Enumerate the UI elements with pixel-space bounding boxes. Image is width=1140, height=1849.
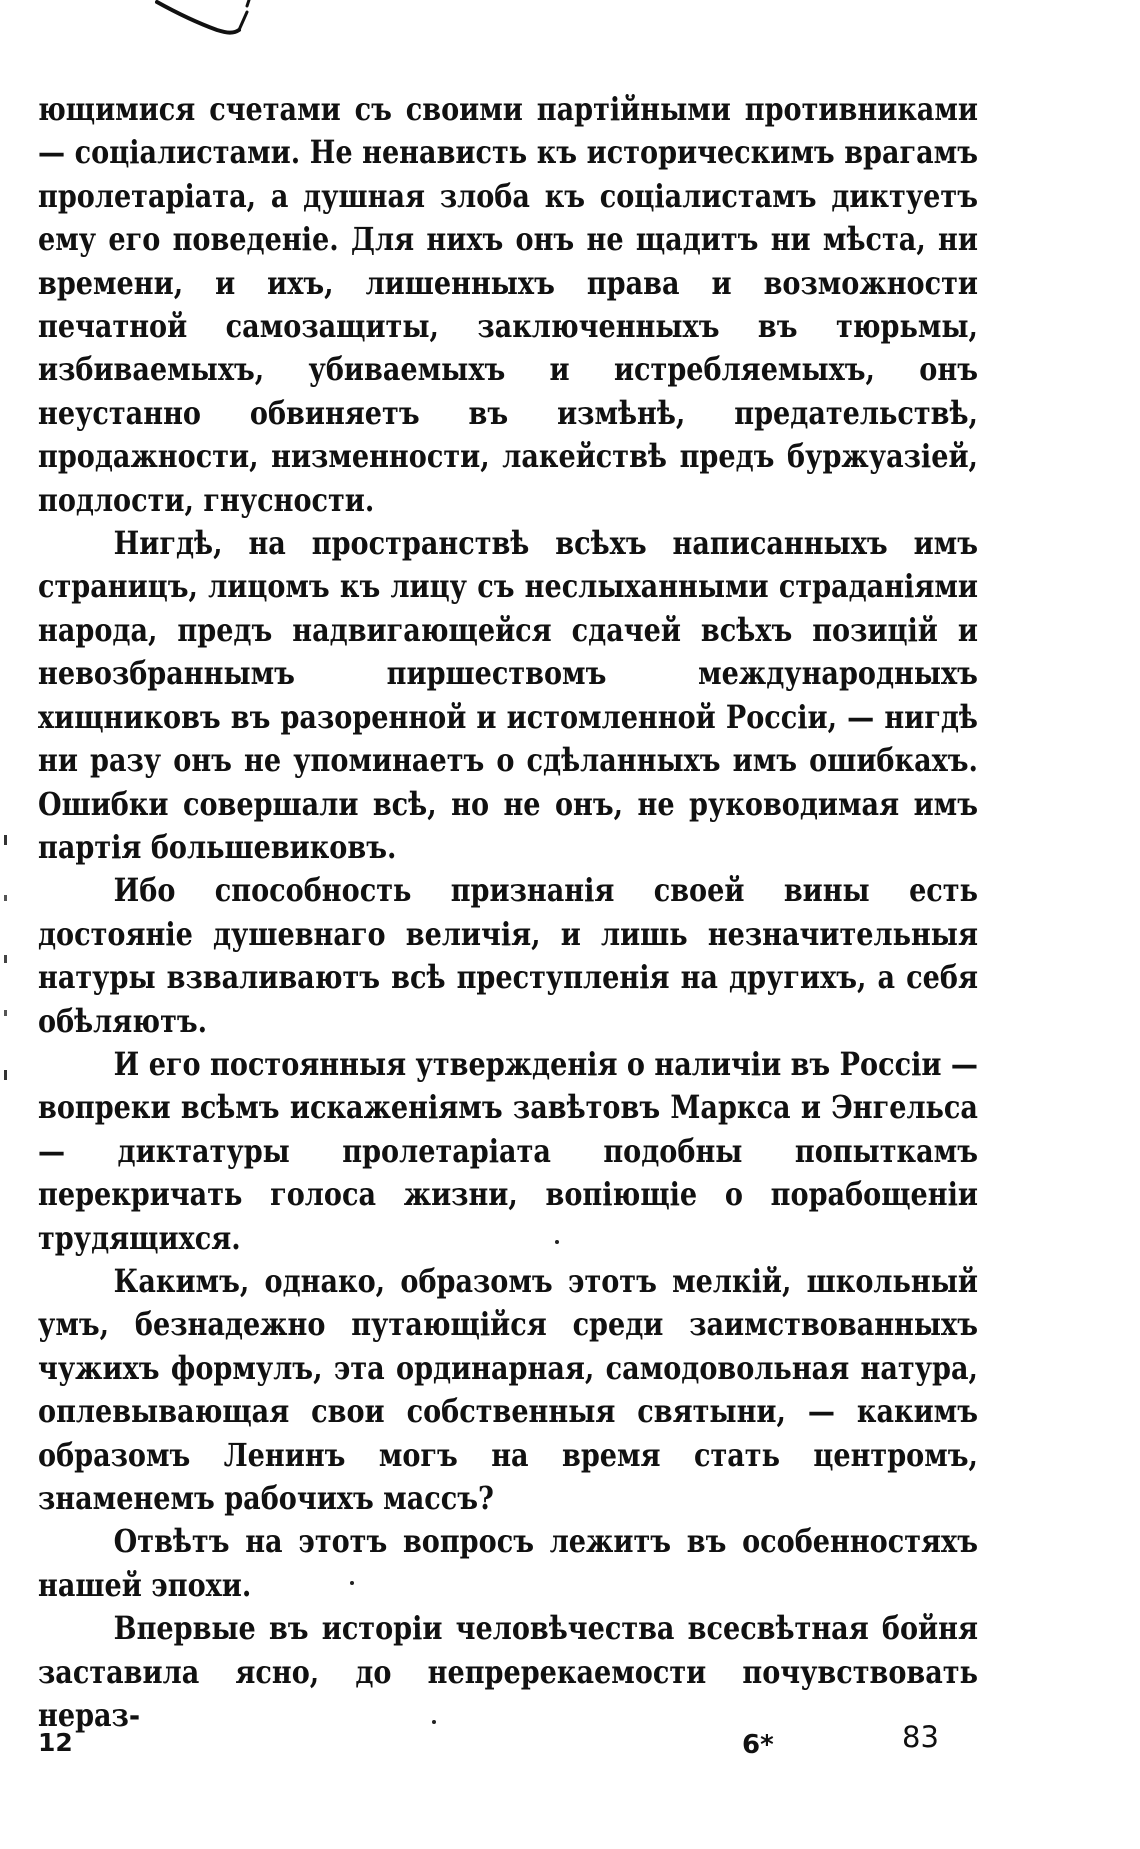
paragraph-continues: Впервые въ исторiи человѣчества всесвѣтная бойня заставила ясно, до непререкаемости почувствовать нераз- [38,1610,978,1735]
ink-flourish-mark [155,0,265,40]
body-text [38,88,978,1737]
paragraph: Какимъ, однако, образомъ этотъ мелкiй, школьный умъ, безнадежно путающiйся среди заимствованныхъ чужихъ формулъ, эта ординарная, самодовольная натура, оплевывающая свои собственныя святыни, — какимъ образомъ Ленинъ могъ на время стать центромъ, знаменемъ рабочихъ массъ? [38,1262,978,1517]
paragraph: И его постоянныя утвержденiя о наличiи въ Россiи — вопреки всѣмъ искаженiямъ завѣтовъ Маркса и Энгельса — диктатуры пролетарiата подобны попыткамъ перекричать голоса жизни, вопiющiе о порабощенiи трудящихся. [38,1045,978,1257]
scan-speck [350,1581,354,1585]
paragraph-continued: ющимися счетами съ своими партiйными противниками — соцiалистами. Не ненависть къ историческимъ врагамъ пролетарiата, а душная злоба къ соцiалистамъ диктуетъ ему его поведенie. Для нихъ онъ не щадитъ ни мѣста, ни времени, и ихъ, лишенныхъ права и возможности печатной самозащиты, заключенныхъ въ тюрьмы, избиваемыхъ, убиваемыхъ и истребляемыхъ, онъ неустанно обвиняетъ въ измѣнѣ, предательствѣ, продажности, низменности, лакействѣ предъ буржуазiей, подлости, гнусности. [38,91,978,519]
signature-mark-left: 12 [38,1728,73,1757]
scan-margin-artifacts [2,835,10,1115]
paragraph: Отвѣтъ на этотъ вопросъ лежитъ въ особенностяхъ нашей эпохи. [38,1523,978,1604]
signature-mark: 6* [742,1730,774,1760]
paragraph: Нигдѣ, на пространствѣ всѣхъ написанныхъ имъ страницъ, лицомъ къ лицу съ неслыханными страданiями народа, предъ надвигающейся сдачей всѣхъ позицiй и невозбраннымъ пиршествомъ международныхъ хищниковъ въ разоренной и истомленной Россiи, — нигдѣ ни разу онъ не упоминаетъ о сдѣланныхъ имъ ошибкахъ. Ошибки совершали всѣ, но не онъ, не руководимая имъ партiя большевиковъ. [38,525,978,866]
page-footer [0,1720,1140,1770]
paragraph: Ибо способность признанiя своей вины есть достоянiе душевнаго величiя, и лишь незначительныя натуры взваливаютъ всѣ преступленiя на другихъ, а себя обѣляютъ. [38,872,978,1040]
page-number: 83 [902,1720,939,1754]
scan-speck [555,1240,559,1244]
